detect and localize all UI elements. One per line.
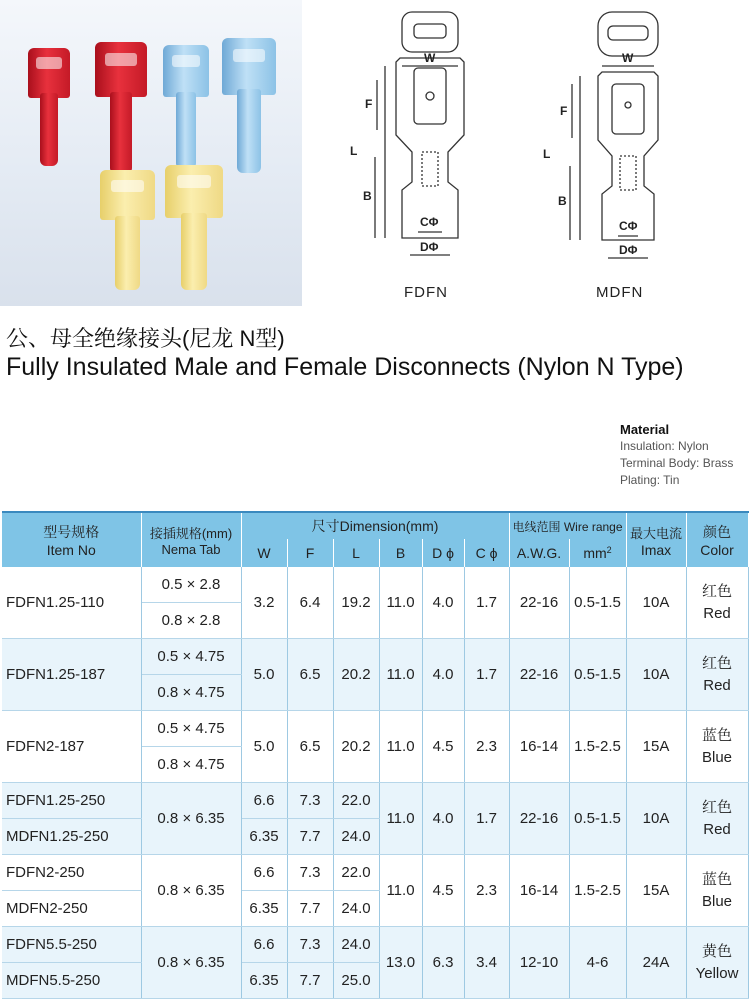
material-info xyxy=(620,421,733,489)
spec-table-body xyxy=(2,567,748,999)
value-b: 11.0 xyxy=(379,783,422,855)
header-wire-range: 电线范围 Wire range xyxy=(509,512,626,539)
blue-terminal-image xyxy=(163,45,209,169)
fdfn-label: FDFN xyxy=(404,284,448,301)
yellow-terminal-image xyxy=(100,170,155,290)
header-imax xyxy=(626,512,686,567)
nema-tab: 0.8 × 6.35 xyxy=(141,927,241,999)
item-no: FDFN5.5-250 xyxy=(2,927,141,963)
value-d: 4.5 xyxy=(422,711,464,783)
color-cn: 红色 xyxy=(702,582,733,600)
header-tab-en: Nema Tab xyxy=(161,542,221,557)
value-mm2: 4-6 xyxy=(569,927,626,999)
page-title-english: Fully Insulated Male and Female Disconnects (Nylon N Type) xyxy=(6,353,684,381)
mdfn-label: MDFN xyxy=(596,284,644,301)
nema-tab: 0.5 × 2.8 xyxy=(141,567,241,603)
color-cell xyxy=(686,639,748,711)
item-no: FDFN2-187 xyxy=(2,711,141,783)
value-imax: 10A xyxy=(626,783,686,855)
color-cn: 黄色 xyxy=(702,942,733,960)
mdfn-dim-b: B xyxy=(558,194,567,208)
yellow-terminal-image xyxy=(165,165,223,290)
header-dim-w: W xyxy=(241,539,287,567)
dim-f: 7.7 xyxy=(287,891,333,927)
color-cell xyxy=(686,855,748,927)
value-c: 1.7 xyxy=(464,783,509,855)
color-en: Red xyxy=(703,676,731,694)
dim-w: 3.2 xyxy=(241,567,287,639)
dim-w: 6.35 xyxy=(241,819,287,855)
color-en: Blue xyxy=(702,748,733,766)
dim-w: 6.6 xyxy=(241,783,287,819)
value-d: 4.0 xyxy=(422,567,464,639)
header-item-cn: 型号规格 xyxy=(43,524,100,540)
value-b: 11.0 xyxy=(379,639,422,711)
header-color xyxy=(686,512,748,567)
header-color-en: Color xyxy=(700,542,734,558)
material-insulation: Insulation: Nylon xyxy=(620,439,709,453)
red-terminal-image xyxy=(28,48,70,166)
nema-tab: 0.8 × 6.35 xyxy=(141,855,241,927)
blue-terminal-image xyxy=(222,38,276,173)
header-awg: A.W.G. xyxy=(509,539,569,567)
spec-table xyxy=(2,511,749,999)
dim-f: 6.5 xyxy=(287,711,333,783)
item-no: MDFN5.5-250 xyxy=(2,963,141,999)
nema-tab: 0.5 × 4.75 xyxy=(141,639,241,675)
value-c: 3.4 xyxy=(464,927,509,999)
item-no: MDFN1.25-250 xyxy=(2,819,141,855)
dim-w: 6.35 xyxy=(241,963,287,999)
nema-tab: 0.8 × 4.75 xyxy=(141,747,241,783)
value-c: 2.3 xyxy=(464,711,509,783)
value-awg: 22-16 xyxy=(509,783,569,855)
value-d: 4.0 xyxy=(422,639,464,711)
nema-tab: 0.8 × 6.35 xyxy=(141,783,241,855)
value-awg: 22-16 xyxy=(509,639,569,711)
color-cn: 红色 xyxy=(702,654,733,672)
dim-f: 7.3 xyxy=(287,783,333,819)
material-heading: Material xyxy=(620,422,670,437)
dim-w: 5.0 xyxy=(241,639,287,711)
fdfn-dim-b: B xyxy=(363,189,372,203)
value-awg: 12-10 xyxy=(509,927,569,999)
header-mm2-text: mm xyxy=(583,545,607,561)
value-d: 4.0 xyxy=(422,783,464,855)
nema-tab: 0.8 × 2.8 xyxy=(141,603,241,639)
dim-f: 7.3 xyxy=(287,927,333,963)
item-no: FDFN1.25-110 xyxy=(2,567,141,639)
color-cn: 蓝色 xyxy=(702,870,733,888)
mdfn-dim-c: CΦ xyxy=(619,219,638,233)
dim-l: 22.0 xyxy=(333,855,379,891)
dim-w: 6.35 xyxy=(241,891,287,927)
header-tab xyxy=(141,512,241,567)
nema-tab: 0.8 × 4.75 xyxy=(141,675,241,711)
nema-tab: 0.5 × 4.75 xyxy=(141,711,241,747)
dim-f: 7.7 xyxy=(287,963,333,999)
value-mm2: 1.5-2.5 xyxy=(569,711,626,783)
value-mm2: 1.5-2.5 xyxy=(569,855,626,927)
mdfn-dim-w: W xyxy=(622,51,634,65)
value-d: 4.5 xyxy=(422,855,464,927)
item-no: FDFN1.25-187 xyxy=(2,639,141,711)
value-mm2: 0.5-1.5 xyxy=(569,639,626,711)
color-cn: 红色 xyxy=(702,798,733,816)
color-en: Red xyxy=(703,604,731,622)
value-mm2: 0.5-1.5 xyxy=(569,567,626,639)
value-c: 1.7 xyxy=(464,639,509,711)
dim-l: 22.0 xyxy=(333,783,379,819)
value-awg: 16-14 xyxy=(509,855,569,927)
header-dim-l: L xyxy=(333,539,379,567)
table-row xyxy=(2,639,748,675)
header-dim-f: F xyxy=(287,539,333,567)
fdfn-dim-d: DΦ xyxy=(420,240,439,254)
value-d: 6.3 xyxy=(422,927,464,999)
value-imax: 15A xyxy=(626,711,686,783)
color-cell xyxy=(686,927,748,999)
dim-l: 20.2 xyxy=(333,711,379,783)
value-imax: 10A xyxy=(626,567,686,639)
header-dim-c: C ϕ xyxy=(464,539,509,567)
value-awg: 22-16 xyxy=(509,567,569,639)
dim-l: 24.0 xyxy=(333,819,379,855)
product-photo xyxy=(0,0,302,306)
header-mm2-sup: 2 xyxy=(606,545,612,555)
dim-f: 7.3 xyxy=(287,855,333,891)
value-c: 1.7 xyxy=(464,567,509,639)
value-b: 11.0 xyxy=(379,711,422,783)
header-dim-d: D ϕ xyxy=(422,539,464,567)
material-plating: Plating: Tin xyxy=(620,473,680,487)
mdfn-dim-f: F xyxy=(560,104,568,118)
page-title-chinese: 公、母全绝缘接头(尼龙 N型) xyxy=(6,326,285,351)
dim-f: 7.7 xyxy=(287,819,333,855)
header-imax-cn: 最大电流 xyxy=(630,525,683,541)
value-b: 11.0 xyxy=(379,855,422,927)
value-c: 2.3 xyxy=(464,855,509,927)
dim-w: 6.6 xyxy=(241,927,287,963)
value-imax: 24A xyxy=(626,927,686,999)
value-b: 11.0 xyxy=(379,567,422,639)
dim-l: 24.0 xyxy=(333,891,379,927)
table-row xyxy=(2,855,748,891)
header-item-en: Item No xyxy=(46,542,96,558)
dim-l: 24.0 xyxy=(333,927,379,963)
mdfn-drawing xyxy=(570,12,658,258)
header-dimension: 尺寸Dimension(mm) xyxy=(241,512,509,539)
header-imax-en: Imax xyxy=(640,541,672,558)
color-en: Blue xyxy=(702,892,733,910)
dim-l: 19.2 xyxy=(333,567,379,639)
dim-w: 6.6 xyxy=(241,855,287,891)
red-terminal-image xyxy=(95,42,147,174)
value-b: 13.0 xyxy=(379,927,422,999)
dim-w: 5.0 xyxy=(241,711,287,783)
header-mm2 xyxy=(569,539,626,567)
dim-f: 6.4 xyxy=(287,567,333,639)
color-cell xyxy=(686,567,748,639)
table-row xyxy=(2,567,748,603)
material-body: Terminal Body: Brass xyxy=(620,456,734,470)
color-en: Red xyxy=(703,820,731,838)
color-cn: 蓝色 xyxy=(702,726,733,744)
header-tab-cn: 接插规格(mm) xyxy=(149,526,233,541)
header-color-cn: 颜色 xyxy=(703,524,732,540)
color-cell xyxy=(686,783,748,855)
value-imax: 10A xyxy=(626,639,686,711)
dim-l: 25.0 xyxy=(333,963,379,999)
table-row xyxy=(2,927,748,963)
item-no: FDFN2-250 xyxy=(2,855,141,891)
color-en: Yellow xyxy=(695,964,739,982)
table-row xyxy=(2,711,748,747)
value-imax: 15A xyxy=(626,855,686,927)
table-row xyxy=(2,783,748,819)
color-cell xyxy=(686,711,748,783)
value-awg: 16-14 xyxy=(509,711,569,783)
fdfn-dim-f: F xyxy=(365,97,373,111)
item-no: MDFN2-250 xyxy=(2,891,141,927)
fdfn-dim-w: W xyxy=(424,51,436,65)
dim-l: 20.2 xyxy=(333,639,379,711)
item-no: FDFN1.25-250 xyxy=(2,783,141,819)
dim-f: 6.5 xyxy=(287,639,333,711)
fdfn-dim-l: L xyxy=(350,144,358,158)
value-mm2: 0.5-1.5 xyxy=(569,783,626,855)
mdfn-dim-d: DΦ xyxy=(619,243,638,257)
mdfn-dim-l: L xyxy=(543,147,551,161)
header-dim-b: B xyxy=(379,539,422,567)
technical-drawings xyxy=(330,0,750,310)
header-item xyxy=(2,512,141,567)
fdfn-dim-c: CΦ xyxy=(420,215,439,229)
